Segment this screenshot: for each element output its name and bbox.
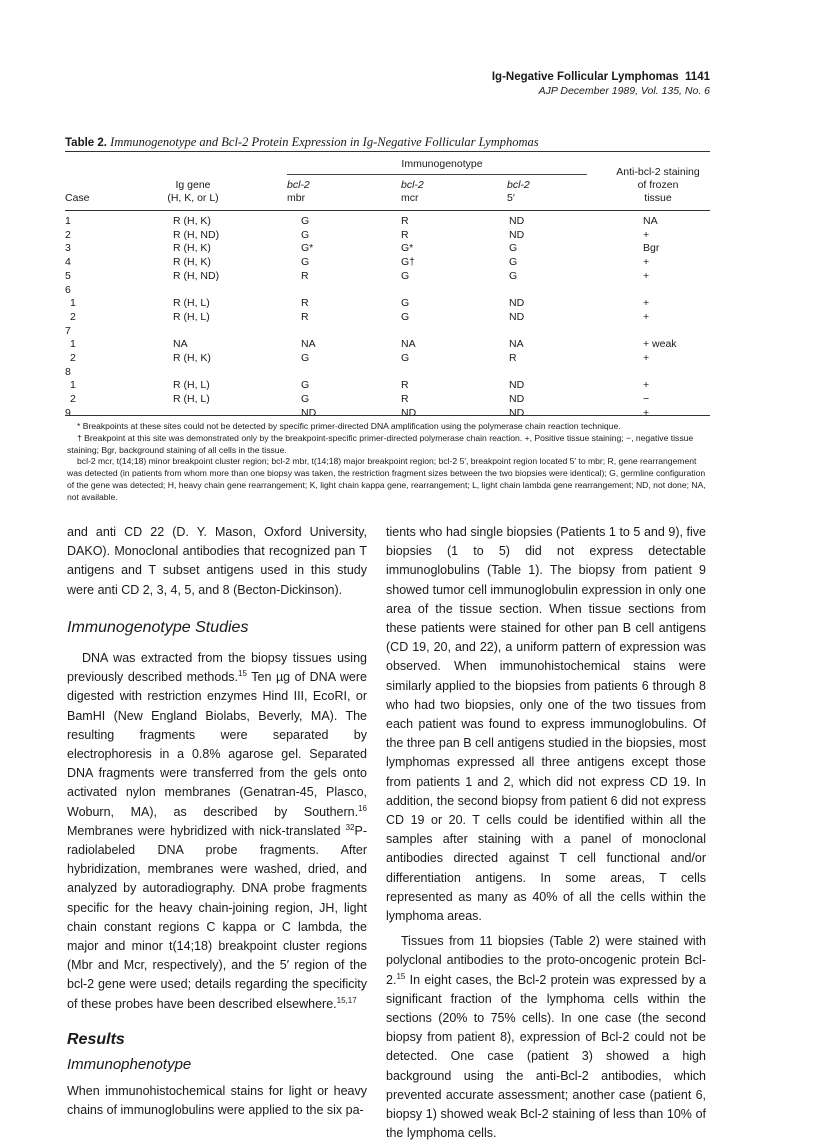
table-cell-p5: ND xyxy=(509,393,525,406)
col-stain-line3: tissue xyxy=(644,192,672,204)
table-caption xyxy=(65,135,539,150)
table-cell-mbr: NA xyxy=(301,338,316,351)
col-5prime-line1: bcl-2 xyxy=(507,179,530,191)
table-cell-ig: R (H, L) xyxy=(173,379,210,392)
heading-results: Results xyxy=(67,1030,125,1048)
table-cell-stain: + xyxy=(643,297,650,310)
table-cell-mcr: G* xyxy=(401,242,414,255)
col-bcl2-5prime xyxy=(507,179,530,205)
col-mcr-line1: bcl-2 xyxy=(401,179,424,191)
rp2-text-a: Tissues from 11 biopsies (Table 2) were stained with polyclonal antibodies to the proto-oncogenic protein Bcl-2. xyxy=(386,934,706,987)
col-bcl2-mcr xyxy=(401,179,424,205)
table-cell-ig: R (H, ND) xyxy=(173,228,220,241)
table-cell-p5: ND xyxy=(509,215,525,227)
table-cell-mcr: G† xyxy=(401,256,416,269)
table-cell-ig: R (H, L) xyxy=(173,297,210,310)
table-cell-mcr: R xyxy=(401,393,409,406)
left-paragraph-1: and anti CD 22 (D. Y. Mason, Oxford University, DAKO). Monoclonal antibodies that recognized pan T antigens and T subset antigens used in this study were anti CD 2, 3, 4, 5, and 8 (Becton-Dickinson). xyxy=(67,525,367,597)
table-cell-case: 3 xyxy=(65,242,71,255)
table-title: Immunogenotype and Bcl-2 Protein Expression in Ig-Negative Follicular Lymphomas xyxy=(110,135,539,149)
table-label: Table 2. xyxy=(65,137,107,149)
table-cell-mcr: NA xyxy=(401,338,416,351)
col-mcr-line2: mcr xyxy=(401,192,419,204)
table-cell-ig: R (H, L) xyxy=(173,393,210,406)
right-paragraph-2 xyxy=(386,932,706,1143)
table-cell-case: 5 xyxy=(65,269,71,282)
table-cell-stain: + xyxy=(643,379,650,392)
table-cell-ig: R (H, L) xyxy=(173,310,210,323)
footnote-asterisk: * Breakpoints at these sites could not be detected by specific primer-directed DNA amplification using the polymerase chain reaction technique. xyxy=(77,421,621,431)
table-cell-mbr: G xyxy=(301,256,310,269)
table-cell-case: 1 xyxy=(70,338,76,351)
running-title: Ig-Negative Follicular Lymphomas xyxy=(491,71,679,83)
table-cell-mbr: R xyxy=(301,269,309,282)
group-header: Immunogenotype xyxy=(401,158,483,170)
table-cell-mbr: ND xyxy=(301,406,317,419)
table-cell-case: 2 xyxy=(70,393,76,406)
header-bottom-rule xyxy=(65,210,710,211)
table-cell-mcr: R xyxy=(401,228,409,241)
table-cell-mbr: G xyxy=(301,393,310,406)
table-cell-p5: ND xyxy=(509,379,525,392)
col-stain-line1: Anti-bcl-2 staining xyxy=(616,166,700,178)
group-header-rule xyxy=(287,174,587,175)
table-cell-ig: R (H, K) xyxy=(173,256,211,269)
table-cell-ig: R (H, K) xyxy=(173,215,211,227)
table-bottom-rule xyxy=(65,415,710,416)
table-cell-stain: + weak xyxy=(643,338,677,351)
table-cell-p5: G xyxy=(509,242,518,255)
col-mbr-line1: bcl-2 xyxy=(287,179,310,191)
isotope-sup: 32 xyxy=(345,822,355,832)
running-header xyxy=(492,71,710,83)
page-number: 1141 xyxy=(685,71,710,83)
col-5prime-line2: 5′ xyxy=(507,192,515,204)
table-cell-case: 1 xyxy=(70,297,76,310)
table-cell-p5: R xyxy=(509,352,517,364)
table-cell-case: 2 xyxy=(65,228,71,241)
p2-text-c: Membranes were hybridized with nick-translated xyxy=(67,823,346,838)
table-cell-stain: + xyxy=(643,256,650,269)
left-column xyxy=(67,523,367,1121)
col-ig-gene-line1: Ig gene xyxy=(175,179,211,191)
table-cell-mbr: R xyxy=(301,310,309,323)
citation-sup: 15,17 xyxy=(336,995,357,1005)
table-cell-ig: R (H, K) xyxy=(173,352,211,364)
table-cell-mcr: ND xyxy=(401,406,417,419)
table-cell-case: 6 xyxy=(65,283,71,296)
footnote-abbreviations: bcl-2 mcr, t(14;18) minor breakpoint cluster region; bcl-2 mbr, t(14;18) major breakpoint region; bcl-2 5′, breakpoint region located 5′ to mbr; R, gene rearrangement was detected (in patients from whom more than one biopsy was taken, the restriction fragment sizes between the two biopsies were identical); G, germline configuration of the gene was detected; H, heavy chain gene rearrangement; K, light chain kappa gene, rearrangement; L, light chain lambda gene rearrangement; ND, not done; NA, not available. xyxy=(67,456,706,502)
col-bcl2-mbr xyxy=(287,179,310,205)
journal-line: AJP December 1989, Vol. 135, No. 6 xyxy=(538,85,710,97)
table-cell-mbr: G* xyxy=(301,242,314,255)
table-cell-p5: NA xyxy=(509,338,524,351)
col-mbr-line2: mbr xyxy=(287,192,306,204)
table-cell-stain: + xyxy=(643,352,650,364)
table-cell-case: 1 xyxy=(70,379,76,392)
table-cell-stain: NA xyxy=(643,215,658,227)
table-cell-p5: G xyxy=(509,269,518,282)
heading-immunogenotype-studies: Immunogenotype Studies xyxy=(67,618,249,636)
table-cell-case: 9 xyxy=(65,406,71,419)
citation-sup: 15 xyxy=(238,669,247,679)
table-cell-mcr: G xyxy=(401,352,410,364)
citation-sup: 15 xyxy=(396,971,406,981)
right-column xyxy=(386,523,706,1144)
table-cell-stain: + xyxy=(643,406,650,419)
col-ig-gene-line2: (H, K, or L) xyxy=(167,192,219,204)
citation-sup: 16 xyxy=(358,803,367,813)
table-cell-case: 2 xyxy=(70,310,76,323)
col-case: Case xyxy=(65,192,90,204)
p2-text-b: Ten µg of DNA were digested with restriction enzymes Hind III, EcoRI, or BamHI (New England Biolabs, Beverly, MA). The resulting fragments were separated by electrophoresis in a 0.8% agarose gel. Separated DNA fragments were transferred from the gels onto activated nylon membranes (Genatran-45, Plasco, Woburn, MA), as described by Southern. xyxy=(67,670,368,819)
table-cell-mbr: G xyxy=(301,215,310,227)
table-cell-mcr: R xyxy=(401,379,409,392)
table-cell-case: 4 xyxy=(65,256,71,269)
table-top-rule xyxy=(65,151,710,152)
left-paragraph-3: When immunohistochemical stains for light or heavy chains of immunoglobulins were applied to the six pa- xyxy=(67,1084,367,1118)
table-cell-ig: NA xyxy=(173,338,188,351)
table-cell-p5: G xyxy=(509,256,518,269)
table-cell-mcr: G xyxy=(401,297,410,310)
table-cell-p5: ND xyxy=(509,406,525,419)
table-cell-mbr: G xyxy=(301,228,310,241)
p2-text-d: P-radiolabeled DNA probe fragments. After hybridization, membranes were washed, dried, and analyzed by autoradiography. DNA probe fragments specific for the heavy chain-joining region, JH, light chain constant regions C kappa or C lambda, the major and minor t(14;18) breakpoint cluster regions (Mbr and Mcr, respectively), and the 5′ region of the bcl-2 gene were used; details regarding the specificity of these probes have been described elsewhere. xyxy=(67,823,367,1011)
table-cell-stain: − xyxy=(643,393,650,406)
table-cell-case: 7 xyxy=(65,324,71,337)
table-cell-ig: R (H, ND) xyxy=(173,269,220,282)
table-cell-mbr: R xyxy=(301,297,309,310)
table-cell-case: 1 xyxy=(65,215,71,227)
table-footnotes xyxy=(67,421,707,504)
table-cell-stain: Bgr xyxy=(643,242,660,255)
rp2-text-b: In eight cases, the Bcl-2 protein was expressed by a significant fraction of the lymphoma cells within the sections (20% to 75% cells). In one case (the second biopsy from patient 8), expression of Bcl-2 could not be detected. One case (patient 3) showed a high background using the anti-Bcl-2 antibodies, which prevented accurate assessment; another case (patient 6, biopsy 1) showed weak Bcl-2 staining of less than 10% of the lymphoma cells. xyxy=(386,972,706,1141)
col-ig-gene xyxy=(143,179,243,205)
right-paragraph-1: tients who had single biopsies (Patients 1 to 5 and 9), five biopsies (1 to 5) did not express detectable immunoglobulins (Table 1). The biopsy from patient 9 showed tumor cell immunoglobulin expression in only one area of the tissue section. When tissue sections from these patients were stained for other pan B cell antigens (CD 19, 20, and 22), a uniform pattern of expression was observed. When immunohistochemical stains were similarly applied to the biopsies from patients 6 through 8 who had two biopsies, only one of the two tissues from each patient was found to express immunoglobulins. Of the three pan B cell antigens studied in the biopsies, most lymphomas expressed all three antigens except those from patients 1 and 2, which did not express CD 19. In addition, the second biopsy from patient 6 did not express CD 19 or 20. T cells could be identified within all the samples after staining with a panel of monoclonal antibodies directed against T cell functional and/or differentiation antigens. In some areas, T cells represented as many as 40% of all the cells within the lymphoma areas. xyxy=(386,525,706,924)
heading-immunophenotype: Immunophenotype xyxy=(67,1056,192,1074)
table-cell-stain: + xyxy=(643,269,650,282)
table-cell-mbr: G xyxy=(301,379,310,392)
table-cell-mbr: G xyxy=(301,352,310,364)
col-stain-line2: of frozen xyxy=(637,179,679,191)
table-cell-mcr: R xyxy=(401,215,409,227)
table-cell-ig: R (H, K) xyxy=(173,242,211,255)
table-cell-mcr: G xyxy=(401,269,410,282)
table-cell-p5: ND xyxy=(509,228,525,241)
table-cell-stain: + xyxy=(643,310,650,323)
table-cell-p5: ND xyxy=(509,297,525,310)
left-paragraph-2 xyxy=(67,649,367,1014)
table-cell-case: 8 xyxy=(65,365,71,378)
table-cell-case: 2 xyxy=(70,352,76,364)
p2-text-a: DNA was extracted from the biopsy tissues using previously described methods. xyxy=(67,651,367,685)
table-cell-stain: + xyxy=(643,228,650,241)
col-anti-bcl2-staining xyxy=(603,166,713,205)
table-cell-p5: ND xyxy=(509,310,525,323)
table-cell-mcr: G xyxy=(401,310,410,323)
footnote-dagger: † Breakpoint at this site was demonstrated only by the breakpoint-specific primer-directed polymerase chain reaction. +, Positive tissue staining; −, negative tissue staining; Bgr, background staining of all cells in the tissue. xyxy=(67,432,694,455)
